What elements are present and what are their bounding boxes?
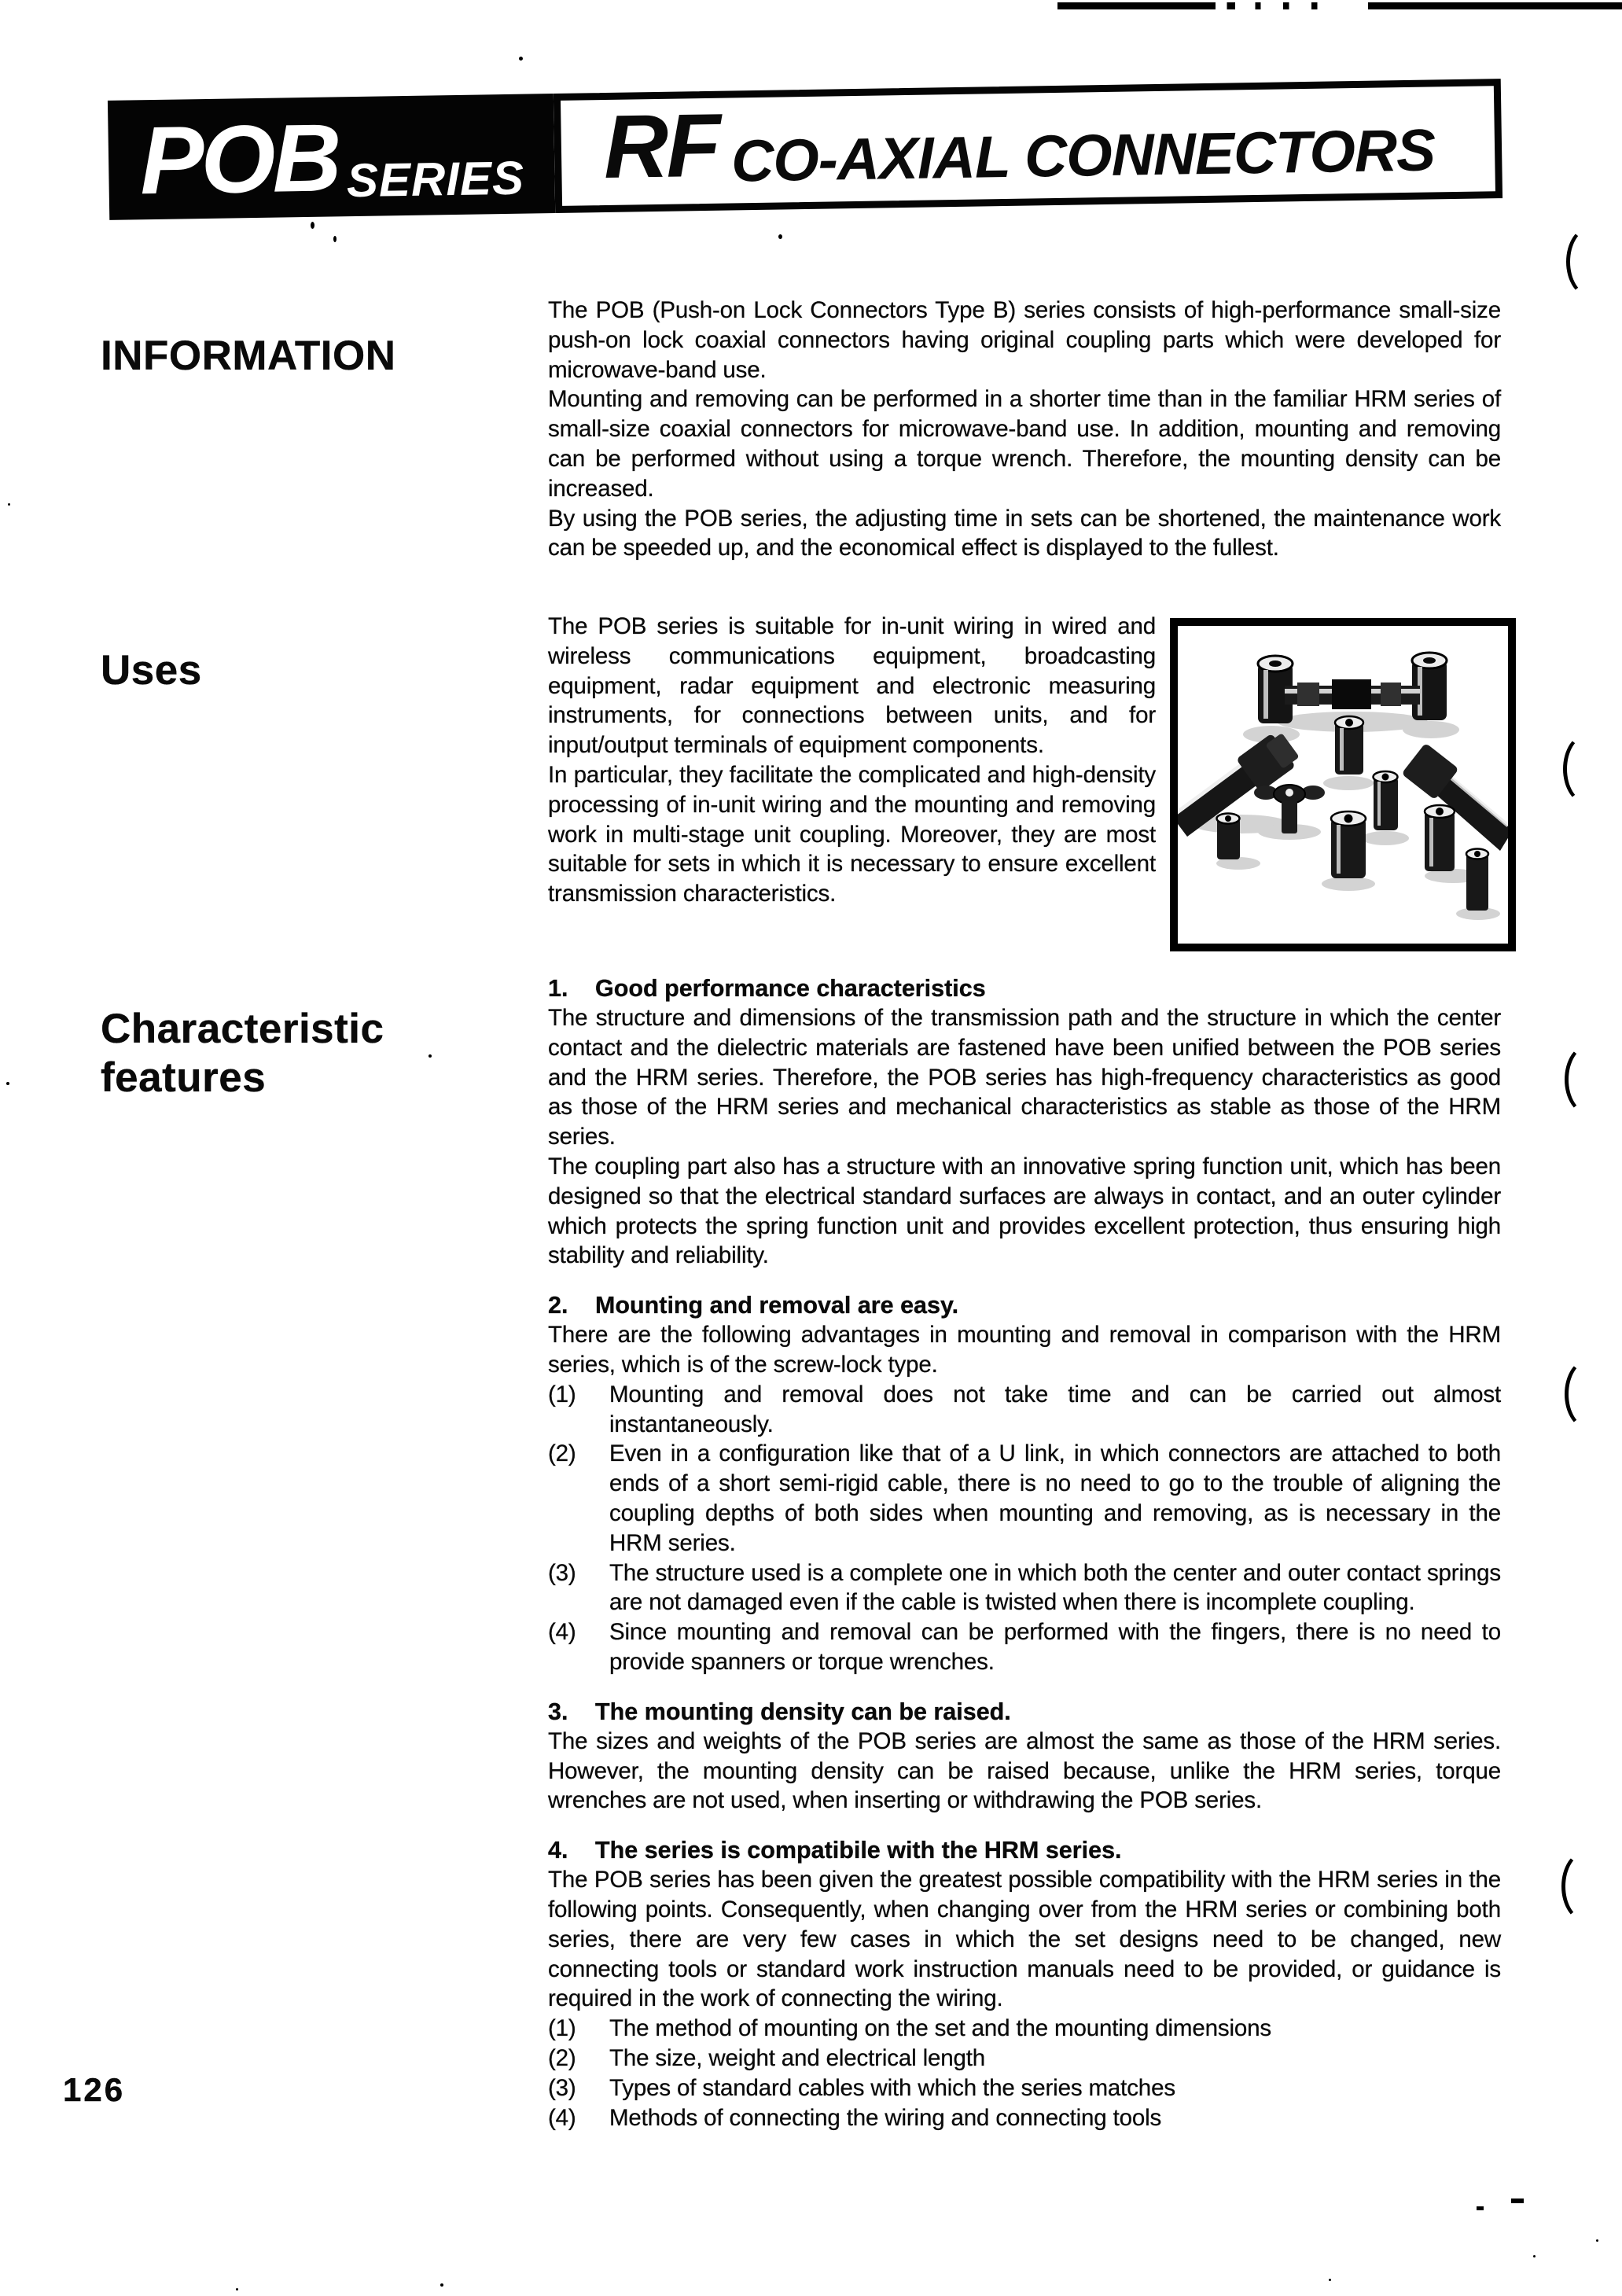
list-text: The structure used is a complete one in which both the center and outer contact springs are not damaged even if the cable is twisted when there is incomplete coupling. — [609, 1559, 1501, 1616]
scan-artifact-speck — [1477, 2206, 1484, 2210]
feature-list-item — [548, 2014, 1501, 2044]
feature-list-item — [548, 2103, 1501, 2133]
information-paragraph: The POB (Push-on Lock Connectors Type B) series consists of high-performance small-size push-on lock coaxial connectors having original coupling parts which were developed for microwave-band use. — [548, 297, 1501, 383]
feature-title — [548, 1835, 1501, 1865]
information-heading: INFORMATION — [101, 332, 396, 379]
list-marker: (2) — [548, 2044, 576, 2071]
scan-artifact-speck — [1511, 2198, 1524, 2203]
feature-paragraph: The coupling part also has a structure with an innovative spring function unit, which has been designed so that the electrical standard surfaces are always in contact, and an outer cylinder which protects the spring function unit and provides excellent protection, thus ensuring high stability and reliability. — [548, 1153, 1501, 1269]
feature-list-item — [548, 1617, 1501, 1677]
feature-item-4 — [548, 1835, 1501, 2132]
feature-title-text: The mounting density can be raised. — [595, 1698, 1011, 1725]
feature-paragraph: The POB series has been given the greatest possible compatibility with the HRM series in the following points. Consequently, when changing over from the HRM series or combining both series, there are very few cases in which the set designs need to be changed, new connecting tools or standard work instruction manuals need to be provided, or guidance is required in the work of connecting the wiring. — [548, 1867, 1501, 2012]
feature-list-item — [548, 2073, 1501, 2103]
scan-artifact-arc — [1563, 734, 1611, 804]
features-heading — [101, 1005, 384, 1102]
feature-item-3 — [548, 1697, 1501, 1816]
scan-artifact-top-line — [1057, 2, 1622, 9]
list-text: Methods of connecting the wiring and connecting tools — [609, 2104, 1162, 2131]
list-text: The method of mounting on the set and the mounting dimensions — [609, 2015, 1271, 2042]
uses-heading: Uses — [101, 646, 202, 694]
scan-artifact-speck — [6, 1082, 9, 1085]
information-section — [548, 296, 1501, 563]
scan-artifact-speck — [1329, 2279, 1331, 2281]
feature-title-text: The series is compatibile with the HRM series. — [595, 1837, 1122, 1864]
features-heading-line1: Characteristic — [101, 1005, 384, 1052]
scan-artifact-speck — [1596, 2239, 1598, 2242]
feature-list-item — [548, 2044, 1501, 2073]
information-paragraph: Mounting and removing can be performed in a shorter time than in the familiar HRM series of small-size coaxial connectors for microwave-band use. In addition, mounting and removing can be performed without using a torque wrench. Therefore, the mounting density can be increased. — [548, 386, 1501, 502]
series-badge — [108, 94, 555, 220]
features-heading-line2: features — [101, 1054, 267, 1101]
header-banner — [108, 79, 1502, 220]
scan-artifact-speck — [440, 2283, 443, 2287]
list-marker: (1) — [548, 1381, 576, 1407]
feature-item-1 — [548, 973, 1501, 1271]
page-number: 126 — [63, 2071, 126, 2108]
list-marker: (3) — [548, 2074, 576, 2101]
list-text: The size, weight and electrical length — [609, 2044, 986, 2071]
list-text: Mounting and removal does not take time and can be carried out almost instantaneously. — [609, 1381, 1501, 1437]
feature-number: 1. — [548, 975, 568, 1002]
connectors-photo — [1170, 618, 1516, 951]
feature-paragraph: There are the following advantages in mounting and removal in comparison with the HRM series, which is of the screw-lock type. — [548, 1322, 1501, 1378]
list-marker: (3) — [548, 1559, 576, 1586]
scan-artifact-speck — [236, 2288, 238, 2290]
list-marker: (4) — [548, 2104, 576, 2131]
uses-section — [548, 612, 1156, 909]
product-prefix: RF — [602, 95, 719, 198]
feature-paragraph: The structure and dimensions of the transmission path and the structure in which the center contact and the dielectric materials are fastened have been unified between the POB series and the HRM series. Therefore, the POB series has high-frequency characteristics as good as those of the HRM series and mechanical characteristics as stable as those of the HRM series. — [548, 1005, 1501, 1150]
feature-list-item — [548, 1558, 1501, 1618]
list-marker: (4) — [548, 1619, 576, 1646]
scan-artifact-speck — [333, 236, 337, 242]
list-text: Types of standard cables with which the series matches — [609, 2074, 1175, 2101]
feature-title — [548, 1697, 1501, 1727]
feature-list-item — [548, 1439, 1501, 1558]
scan-artifact-speck — [1533, 2255, 1536, 2257]
scan-artifact-arc — [1561, 1851, 1609, 1922]
list-marker: (1) — [548, 2015, 576, 2042]
connectors-photo-art — [1178, 626, 1508, 944]
feature-paragraph: The sizes and weights of the POB series are almost the same as those of the HRM series. However, the mounting density can be raised because, unlike the HRM series, torque wrenches are not used, when inserting or withdrawing the POB series. — [548, 1728, 1501, 1814]
cable-connector-right — [1401, 743, 1508, 851]
uses-paragraph: In particular, they facilitate the complicated and high-density processing of in-unit wiring and the mounting and removing work in multi-stage unit coupling. Moreover, they are most suitable for sets in which it is necessary to ensure excellent transmission characteristics. — [548, 761, 1156, 907]
list-text: Even in a configuration like that of a U link, in which connectors are attached to both ends of a short semi-rigid cable, there is no need to go to the trouble of aligning the coupling depths of both sides when mounting and removing, as is necessary in the HRM series. — [609, 1441, 1501, 1556]
scan-artifact-arc — [1566, 226, 1614, 297]
scan-artifact-arc — [1565, 1359, 1613, 1429]
product-title-box — [554, 79, 1502, 213]
uses-paragraph: The POB series is suitable for in-unit wiring in wired and wireless communications equipment, broadcasting equipment, radar equipment and electronic measuring instruments, for connections between units, and for input/output terminals of equipment components. — [548, 613, 1156, 759]
information-paragraph: By using the POB series, the adjusting time in sets can be shortened, the maintenance work can be speeded up, and the economical effect is displayed to the fullest. — [548, 505, 1501, 561]
scan-artifact-speck — [311, 222, 314, 229]
feature-number: 2. — [548, 1292, 568, 1319]
feature-title — [548, 1290, 1501, 1320]
feature-title — [548, 973, 1501, 1003]
list-marker: (2) — [548, 1441, 576, 1467]
scan-artifact-arc — [1565, 1044, 1613, 1115]
product-title: CO-AXIAL CONNECTORS — [730, 116, 1436, 194]
feature-title-text: Good performance characteristics — [595, 975, 986, 1002]
feature-title-text: Mounting and removal are easy. — [595, 1292, 959, 1319]
feature-item-2 — [548, 1290, 1501, 1677]
series-name: POB — [139, 104, 340, 215]
feature-number: 4. — [548, 1837, 568, 1864]
features-section — [548, 973, 1501, 2132]
scan-artifact-speck — [8, 503, 10, 506]
feature-list-item — [548, 1380, 1501, 1440]
scan-artifact-speck — [778, 234, 782, 239]
series-suffix: SERIES — [346, 151, 525, 208]
feature-number: 3. — [548, 1698, 568, 1725]
scan-artifact-speck — [428, 1054, 432, 1058]
list-text: Since mounting and removal can be performed with the fingers, there is no need to provide spanners or torque wrenches. — [609, 1619, 1501, 1675]
scan-artifact-speck — [519, 57, 523, 61]
